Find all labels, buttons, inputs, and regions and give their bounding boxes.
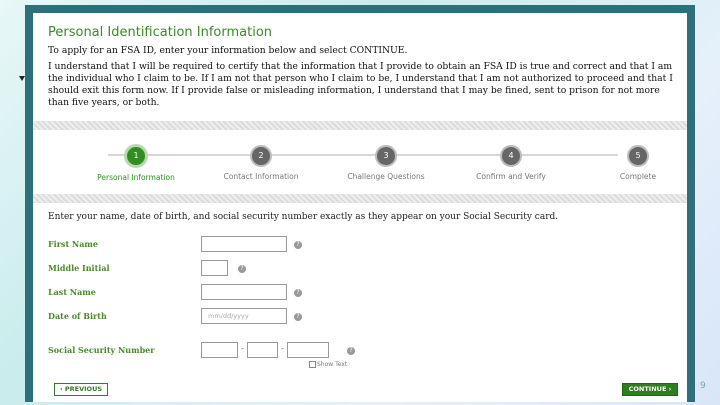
step-number: 3 bbox=[375, 145, 397, 167]
step-number: 5 bbox=[627, 145, 649, 167]
show-text-checkbox[interactable] bbox=[309, 361, 316, 368]
step-label: Confirm and Verify bbox=[476, 172, 546, 181]
step-number: 4 bbox=[500, 145, 522, 167]
previous-button[interactable]: ‹ PREVIOUS bbox=[54, 383, 108, 396]
show-text-toggle[interactable] bbox=[309, 361, 347, 368]
step-challenge-questions bbox=[331, 145, 441, 181]
ssn-part2-input[interactable] bbox=[247, 342, 278, 358]
screenshot-frame bbox=[25, 5, 695, 402]
ssn-label: Social Security Number bbox=[48, 345, 155, 355]
ssn-part1-input[interactable] bbox=[201, 342, 238, 358]
continue-button[interactable]: CONTINUE › bbox=[622, 383, 678, 396]
page-title: Personal Identification Information bbox=[48, 25, 273, 40]
last-name-help-icon[interactable]: ? bbox=[294, 289, 302, 297]
step-personal-information bbox=[81, 145, 191, 182]
step-complete bbox=[583, 145, 687, 181]
step-number: 2 bbox=[250, 145, 272, 167]
step-label: Complete bbox=[619, 172, 657, 181]
divider-band bbox=[33, 121, 687, 130]
ssn-separator: - bbox=[281, 344, 284, 353]
step-number: 1 bbox=[124, 144, 148, 168]
step-label: Personal Information bbox=[97, 173, 175, 182]
step-label: Contact Information bbox=[223, 172, 299, 181]
ssn-part3-input[interactable] bbox=[287, 342, 329, 358]
step-label: Challenge Questions bbox=[347, 172, 425, 181]
intro-text: To apply for an FSA ID, enter your information below and select CONTINUE. bbox=[48, 45, 408, 56]
date-of-birth-help-icon[interactable]: ? bbox=[294, 313, 302, 321]
middle-initial-label: Middle Initial bbox=[48, 263, 110, 273]
step-contact-information bbox=[206, 145, 316, 181]
date-of-birth-input[interactable]: mm/dd/yyyy bbox=[201, 308, 287, 324]
first-name-help-icon[interactable]: ? bbox=[294, 241, 302, 249]
first-name-label: First Name bbox=[48, 239, 98, 249]
middle-initial-help-icon[interactable]: ? bbox=[238, 265, 246, 273]
form-panel bbox=[33, 13, 687, 402]
show-text-label: Show Text bbox=[317, 361, 348, 368]
step-confirm-and-verify bbox=[456, 145, 566, 181]
form-instruction: Enter your name, date of birth, and social security number exactly as they appear on your Social Security card. bbox=[48, 212, 559, 222]
ssn-separator: - bbox=[241, 344, 244, 353]
slide-page-number: 9 bbox=[700, 381, 706, 391]
last-name-label: Last Name bbox=[48, 287, 96, 297]
certification-text: I understand that I will be required to certify that the information that I provide to obtain an FSA ID is true and correct and that I am the individual who I claim to be. If I am not that person who I claim to be, I understand that I am not authorized to proceed and that I should exit this form now. If I provide false or misleading information, I understand that I may be fined, sent to prison for not more than five years, or both. bbox=[48, 61, 673, 108]
date-of-birth-label: Date of Birth bbox=[48, 311, 107, 321]
divider-band bbox=[33, 194, 687, 203]
last-name-input[interactable] bbox=[201, 284, 287, 300]
middle-initial-input[interactable] bbox=[201, 260, 228, 276]
ssn-help-icon[interactable]: ? bbox=[347, 347, 355, 355]
first-name-input[interactable] bbox=[201, 236, 287, 252]
